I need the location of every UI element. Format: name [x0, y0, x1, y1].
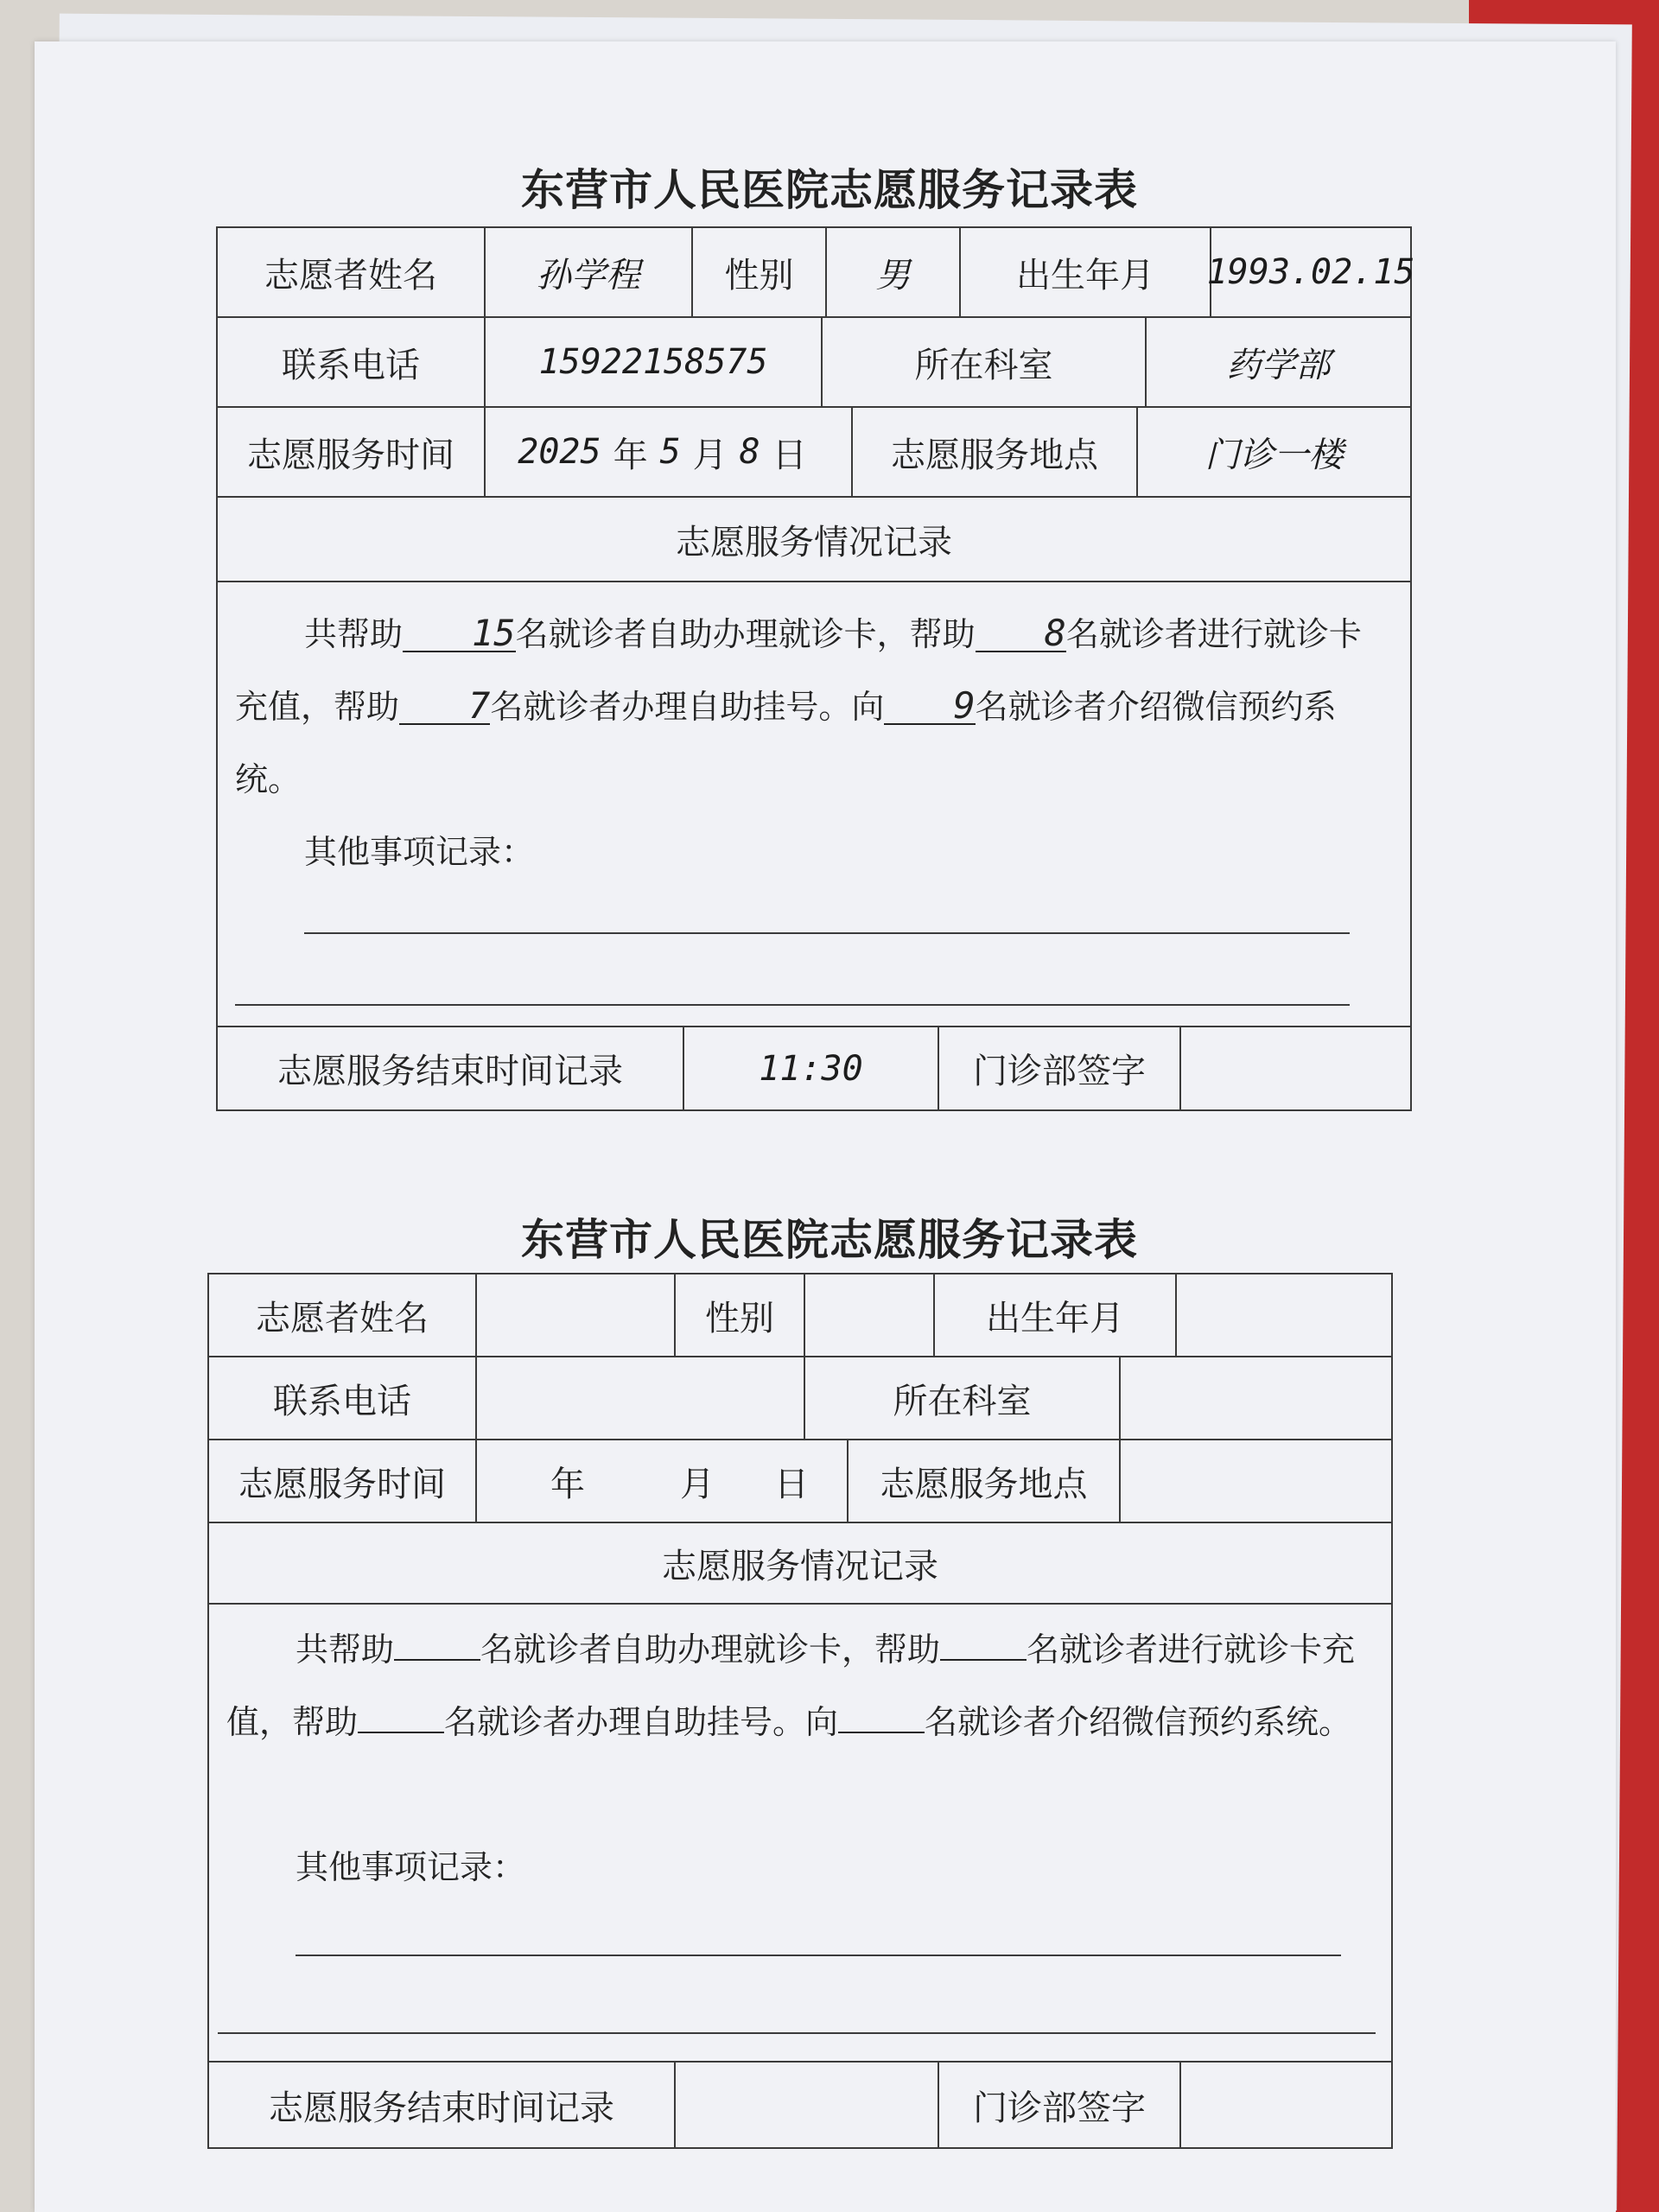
other-line-2[interactable]: [235, 1004, 1350, 1006]
day-char: 日: [774, 1464, 809, 1504]
other-line-2[interactable]: [218, 2032, 1376, 2034]
end-time-label: 志愿服务结束时间记录: [209, 2063, 676, 2147]
end-time-value[interactable]: 11:30: [684, 1027, 939, 1109]
record-text-2: 名就诊者自助办理就诊卡，帮助: [515, 615, 976, 653]
form-2-row-phone: [209, 1357, 1391, 1440]
dept-value[interactable]: 药学部: [1226, 345, 1331, 385]
count-self-register[interactable]: 7: [399, 689, 490, 725]
birth-value[interactable]: [1177, 1274, 1391, 1356]
date-month: 5: [659, 432, 681, 472]
count-self-register[interactable]: [358, 1732, 444, 1733]
count-wechat-intro[interactable]: [838, 1732, 925, 1733]
form-2-row-time: [209, 1440, 1391, 1523]
gender-label: 性别: [676, 1274, 805, 1356]
count-card-register[interactable]: [394, 1659, 480, 1661]
phone-value[interactable]: 15922158575: [486, 318, 823, 406]
date-day: 8: [739, 432, 760, 472]
phone-label: 联系电话: [209, 1357, 477, 1439]
record-paragraph: [226, 1613, 1374, 1758]
form-1-row-end: [218, 1027, 1410, 1109]
record-text-3: 名就诊者进行就诊卡充值，帮助: [226, 1630, 1356, 1741]
record-text-3: 名就诊者进行就诊卡充值，帮助: [235, 615, 1362, 726]
sign-field[interactable]: [1181, 1027, 1410, 1109]
gender-value[interactable]: 男: [827, 228, 961, 316]
dept-label: 所在科室: [823, 318, 1147, 406]
year-char: 年: [550, 1464, 585, 1504]
form-2-row-end: [209, 2063, 1391, 2147]
birth-value[interactable]: 1993.02.15: [1206, 252, 1415, 292]
record-text-1: 共帮助: [304, 615, 404, 653]
sign-label: 门诊部签字: [939, 2063, 1181, 2147]
sign-field[interactable]: [1181, 2063, 1391, 2147]
count-card-register[interactable]: 15: [403, 616, 516, 652]
form-2-row-record: [209, 1605, 1391, 2063]
birth-label: 出生年月: [935, 1274, 1177, 1356]
form-2-row-name: [209, 1274, 1391, 1357]
section-header: 志愿服务情况记录: [662, 1546, 938, 1586]
month-char: 月: [680, 1464, 715, 1504]
form-1-row-record: [218, 582, 1410, 1027]
form-1-row-section: [218, 498, 1410, 582]
form-2-title: 东营市人民医院志愿服务记录表: [521, 1214, 1138, 1265]
place-value[interactable]: 门诊一楼: [1205, 435, 1344, 475]
form-1-row-phone: [218, 318, 1410, 408]
record-paragraph: [235, 598, 1393, 816]
sign-label: 门诊部签字: [939, 1027, 1181, 1109]
service-date[interactable]: [486, 408, 853, 496]
place-label: 志愿服务地点: [853, 408, 1138, 496]
record-text-2: 名就诊者自助办理就诊卡，帮助: [480, 1630, 941, 1669]
gender-value[interactable]: [805, 1274, 935, 1356]
phone-value[interactable]: [477, 1357, 805, 1439]
form-1-row-name: [218, 228, 1415, 318]
record-text-4: 名就诊者办理自助挂号。向: [444, 1703, 839, 1741]
year-char: 年: [613, 435, 648, 475]
end-time-label: 志愿服务结束时间记录: [218, 1027, 684, 1109]
time-label: 志愿服务时间: [209, 1440, 477, 1522]
date-year: 2025: [518, 432, 601, 472]
record-text-1: 共帮助: [296, 1630, 395, 1669]
gender-label: 性别: [693, 228, 827, 316]
name-label: 志愿者姓名: [218, 228, 486, 316]
dept-value[interactable]: [1121, 1357, 1391, 1439]
time-label: 志愿服务时间: [218, 408, 486, 496]
section-header: 志愿服务情况记录: [676, 522, 952, 563]
other-label: 其他事项记录：: [296, 1848, 526, 1886]
birth-label: 出生年月: [961, 228, 1211, 316]
form-1-table: [216, 226, 1415, 1111]
record-text-5: 名就诊者介绍微信预约系统。: [235, 688, 1337, 798]
end-time-value[interactable]: [676, 2063, 939, 2147]
day-char: 日: [772, 435, 807, 475]
phone-label: 联系电话: [218, 318, 486, 406]
form-1-title: 东营市人民医院志愿服务记录表: [521, 164, 1138, 215]
other-label: 其他事项记录：: [304, 833, 535, 871]
form-1-row-time: [218, 408, 1410, 498]
form-2-table: [207, 1273, 1393, 2149]
name-value[interactable]: [477, 1274, 676, 1356]
name-value[interactable]: 孙学程: [486, 228, 693, 316]
count-card-recharge[interactable]: 8: [976, 616, 1066, 652]
other-line-1[interactable]: [296, 1955, 1341, 1956]
count-card-recharge[interactable]: [940, 1659, 1027, 1661]
place-value[interactable]: [1121, 1440, 1391, 1522]
count-wechat-intro[interactable]: 9: [884, 689, 975, 725]
service-date[interactable]: [477, 1440, 849, 1522]
dept-label: 所在科室: [805, 1357, 1121, 1439]
name-label: 志愿者姓名: [209, 1274, 477, 1356]
record-text-5: 名就诊者介绍微信预约系统。: [925, 1703, 1352, 1741]
record-text-4: 名就诊者办理自助挂号。向: [490, 688, 885, 726]
form-2-row-section: [209, 1523, 1391, 1605]
month-char: 月: [692, 435, 728, 475]
other-line-1[interactable]: [304, 932, 1350, 934]
place-label: 志愿服务地点: [849, 1440, 1121, 1522]
